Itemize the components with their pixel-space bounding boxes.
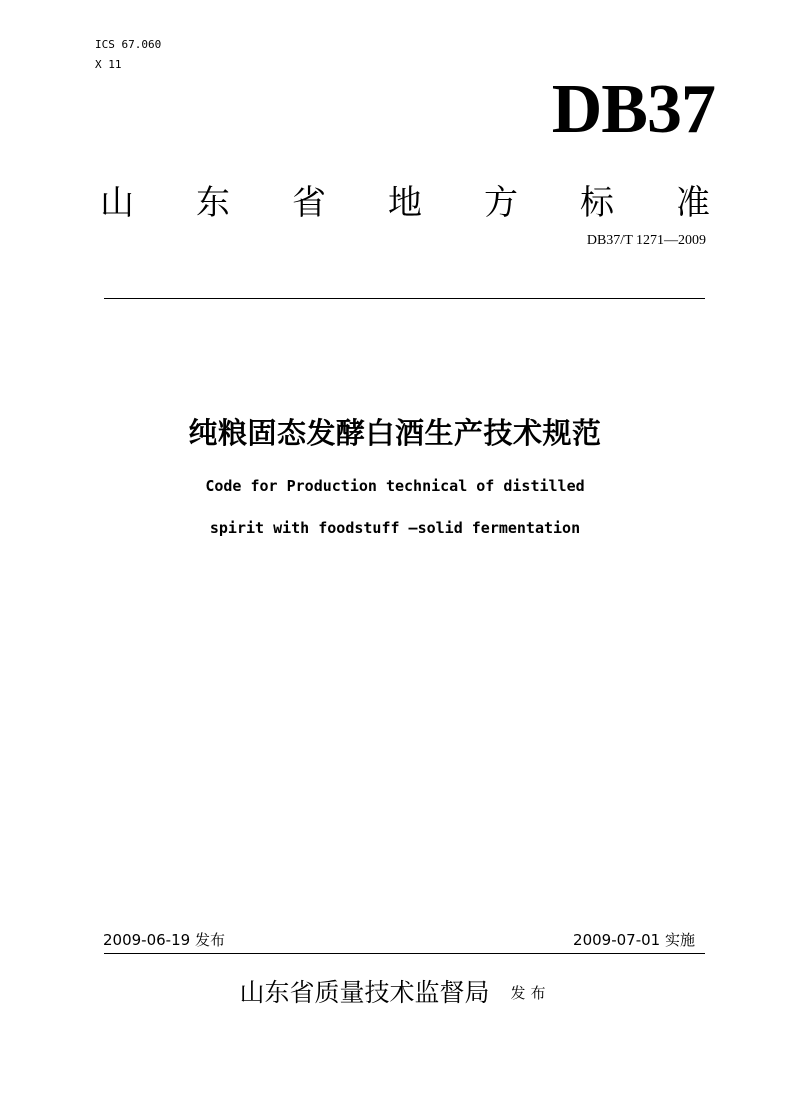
- standard-number: DB37/T 1271—2009: [586, 233, 706, 248]
- ics-code: ICS 67.060: [95, 38, 162, 51]
- top-divider: [104, 298, 705, 299]
- standard-type-char: 省: [292, 183, 326, 223]
- standard-type-char: 准: [676, 183, 710, 223]
- issuer-suffix: 发布: [510, 984, 551, 1002]
- standard-type-char: 方: [484, 183, 518, 223]
- issue-date: 2009-06-19 发布: [103, 931, 225, 949]
- standard-type-char: 山: [100, 183, 134, 223]
- document-title-en-line2: spirit with foodstuff —solid fermentation: [209, 519, 581, 537]
- standard-type-char: 东: [196, 183, 230, 223]
- issuer: [0, 975, 790, 1011]
- standard-type-char: 标: [580, 183, 614, 223]
- issuer-name: 山东省质量技术监督局: [239, 978, 490, 1007]
- document-title-en-line1: Code for Production technical of distilled: [205, 477, 585, 495]
- db-mark: DB37: [551, 71, 715, 148]
- bottom-divider: [104, 953, 705, 954]
- implementation-date: 2009-07-01 实施: [573, 931, 695, 949]
- standard-type-title: [100, 181, 710, 225]
- classification-code: X 11: [95, 58, 122, 71]
- standard-type-char: 地: [388, 183, 422, 223]
- document-title-zh: 纯粮固态发酵白酒生产技术规范: [188, 416, 602, 450]
